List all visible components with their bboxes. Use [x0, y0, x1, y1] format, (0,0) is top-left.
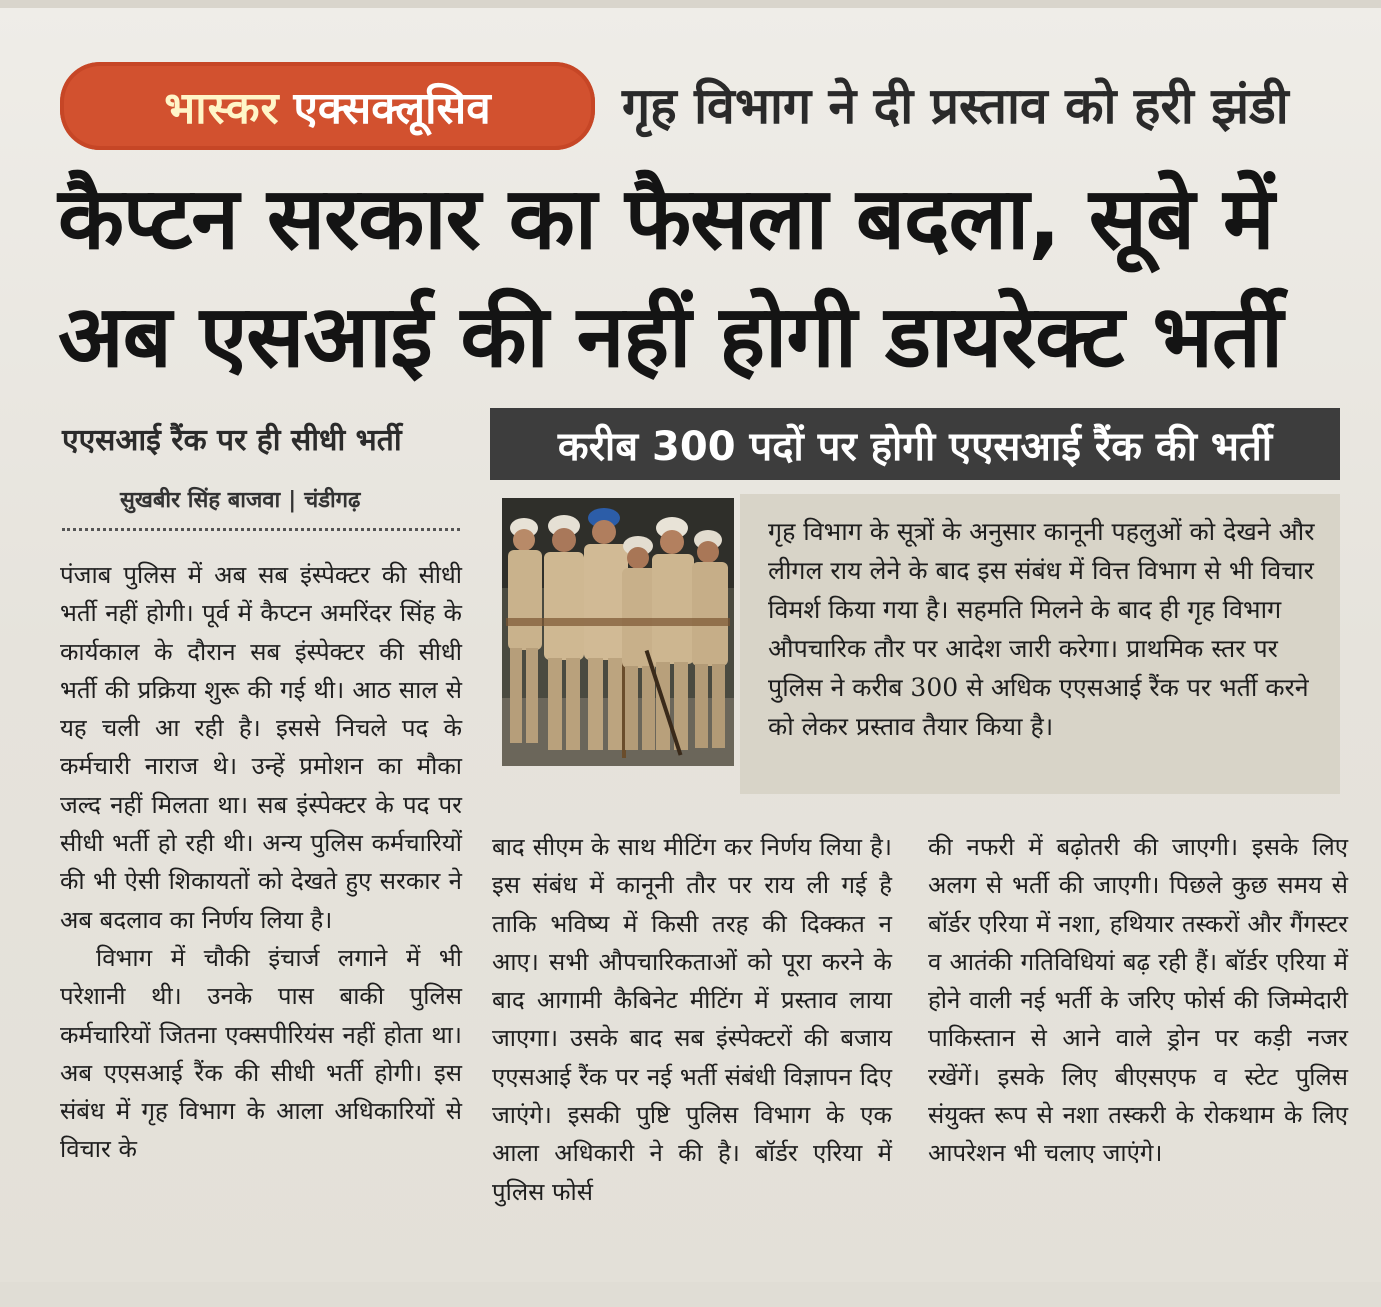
byline-place: चंडीगढ़: [304, 487, 361, 513]
badge-brand: भास्कर: [164, 83, 280, 134]
police-photo: [502, 498, 734, 766]
byline: [120, 484, 480, 514]
headline-line-1: कैप्टन सरकार का फैसला बदला, सूबे में: [58, 169, 1274, 269]
badge-exclusive: एक्सक्लूसिव: [293, 83, 491, 134]
dotted-divider: [62, 528, 460, 531]
police-officers-illustration: [502, 498, 734, 766]
highlight-text: गृह विभाग के सूत्रों के अनुसार कानूनी पहलुओं को देखने और लीगल राय लेने के बाद इस संबंध में वित्त विभाग से भी विचार विमर्श किया गया है। सहमति मिलने के बाद ही गृह विभाग औपचारिक तौर पर आदेश जारी करेगा। प्राथमिक स्तर पर पुलिस ने करीब 300 से अधिक एएसआई रैंक पर भर्ती करने को लेकर प्रस्ताव तैयार किया है।: [768, 517, 1315, 741]
subhead-left: एएसआई रैंक पर ही सीधी भर्ती: [62, 423, 402, 458]
column-1: [60, 556, 462, 1169]
column-3-paragraph: की नफरी में बढ़ोतरी की जाएगी। इसके लिए अलग से भर्ती की जाएगी। पिछले कुछ समय से बॉर्डर एरिया में नशा, हथियार तस्करों और गैंगस्टर व आतंकी गतिविधियां बढ़ रही हैं। बॉर्डर एरिया में होने वाली नई भर्ती के जरिए फोर्स की जिम्मेदारी पाकिस्तान से आने वाले ड्रोन पर कड़ी नजर रखेंगें। इसके लिए बीएसएफ व स्टेट पुलिस संयुक्त रूप से नशा तस्करी के रोकथाम के लिए आपरेशन भी चलाए जाएंगे।: [928, 833, 1348, 1168]
column-2-paragraph: बाद सीएम के साथ मीटिंग कर निर्णय लिया है। इस संबंध में कानूनी तौर पर राय ली गई है ताकि भविष्य में किसी तरह की दिक्कत न आए। सभी औपचारिकताओं को पूरा करने के बाद आगामी कैबिनेट मीटिंग में प्रस्ताव लाया जाएगा। उसके बाद सब इंस्पेक्टरों की बजाय एएसआई रैंक पर नई भर्ती संबंधी विज्ञापन दिए जाएंगे। इसकी पुष्टि पुलिस विभाग के एक आला अधिकारी ने की है। बॉर्डर एरिया में पुलिस फोर्स: [492, 833, 892, 1206]
kicker-line: गृह विभाग ने दी प्रस्ताव को हरी झंडी: [622, 76, 1289, 135]
column-2: [492, 828, 892, 1211]
headline: [58, 160, 1358, 396]
bottom-edge: [0, 1282, 1381, 1307]
headline-line-2: अब एसआई की नहीं होगी डायरेक्ट भर्ती: [58, 287, 1283, 387]
column-1-paragraph-1: पंजाब पुलिस में अब सब इंस्पेक्टर की सीधी भर्ती नहीं होगी। पूर्व में कैप्टन अमरिंदर सिंह के कार्यकाल के दौरान सब इंस्पेक्टर की सीधी भर्ती की प्रक्रिया शुरू की गई थी। आठ साल से यह चली आ रही है। इससे निचले पद के कर्मचारी नाराज थे। उन्हें प्रमोशन का मौका जल्द नहीं मिलता था। सब इंस्पेक्टर के पद पर सीधी भर्ती हो रही थी। अन्य पुलिस कर्मचारियों की भी ऐसी शिकायतों को देखते हुए सरकार ने अब बदलाव का निर्णय लिया है।: [60, 561, 462, 934]
byline-author: सुखबीर सिंह बाजवा: [120, 487, 281, 513]
exclusive-badge: [60, 62, 595, 150]
top-edge: [0, 0, 1381, 8]
column-3: [928, 828, 1348, 1173]
column-1-paragraph-2: विभाग में चौकी इंचार्ज लगाने में भी परेशानी थी। उनके पास बाकी पुलिस कर्मचारियों जितना एक्सपीरियंस नहीं होता था। अब एएसआई रैंक की सीधी भर्ती होगी। इस संबंध में गृह विभाग के आला अधिकारियों से विचार के: [60, 943, 462, 1164]
byline-separator: |: [288, 487, 297, 513]
subhead-right-bar: करीब 300 पदों पर होगी एएसआई रैंक की भर्ती: [490, 408, 1340, 480]
